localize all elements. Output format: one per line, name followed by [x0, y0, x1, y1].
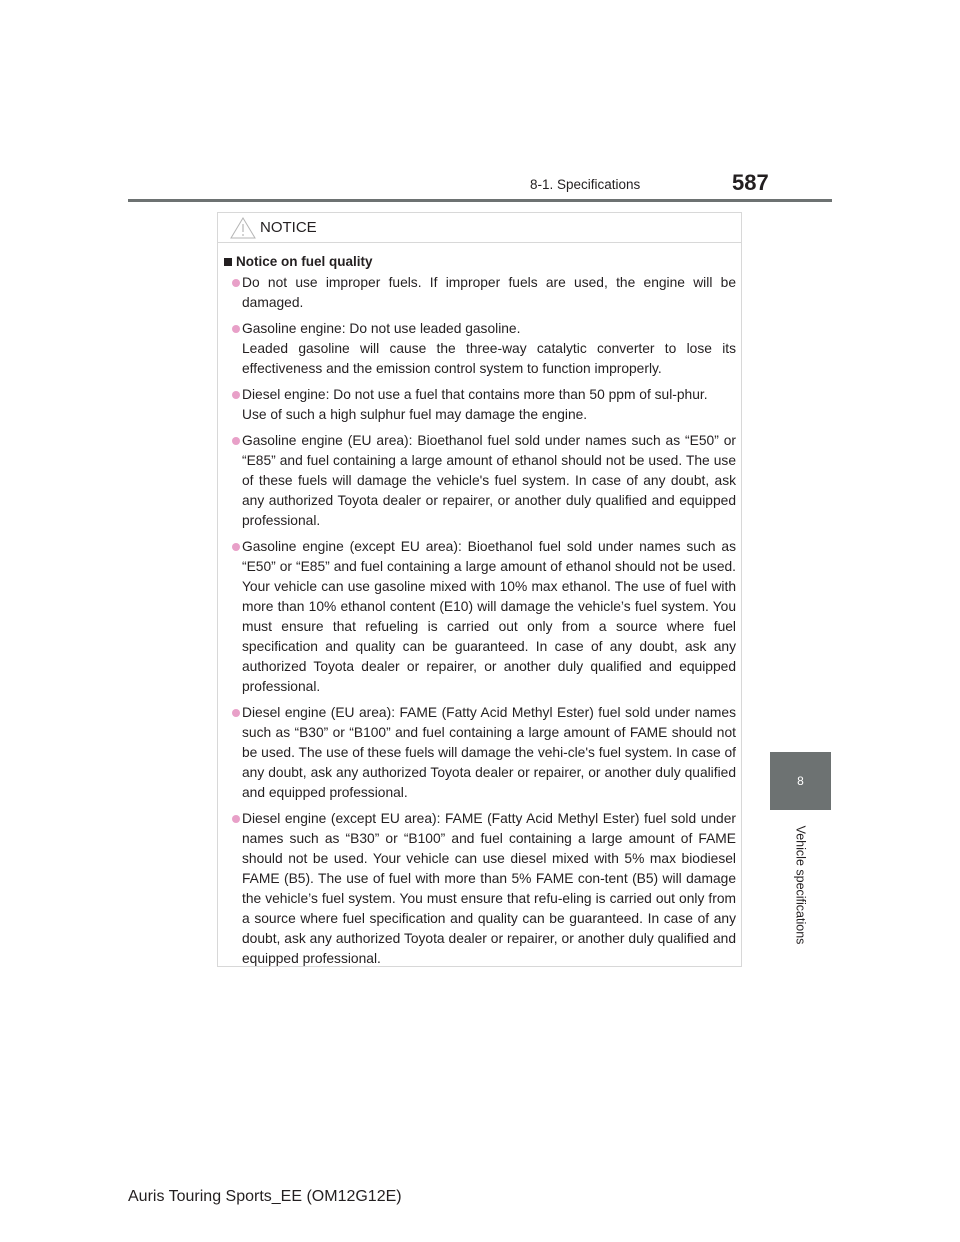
- notice-heading-text: Notice on fuel quality: [236, 254, 373, 269]
- notice-body: [218, 243, 741, 969]
- side-tab-number: 8: [770, 752, 831, 810]
- bullet-text: Leaded gasoline will cause the three-way catalytic converter to lose its effectiveness and the emission control system to function improperly.: [242, 341, 736, 376]
- side-tab-label-text: Vehicle specifications: [793, 825, 808, 944]
- bullet-item: [224, 319, 736, 379]
- bullet-text: Gasoline engine: Do not use leaded gasoline.: [242, 321, 521, 336]
- bullet-dot-icon: [232, 815, 240, 823]
- bullet-item: [224, 537, 736, 697]
- bullet-dot-icon: [232, 543, 240, 551]
- bullet-item: [224, 703, 736, 803]
- bullet-item: [224, 809, 736, 969]
- section-title: 8-1. Specifications: [530, 177, 641, 192]
- bullet-text: Diesel engine (except EU area): FAME (Fatty Acid Methyl Ester) fuel sold under names such as “B30” or “B100” and fuel containing a large amount of FAME should not be used. Your vehicle can use diesel mixed with 5% max biodiesel FAME (B5). The use of fuel with more than 5% FAME con-tent (B5) will damage the vehicle’s fuel system. You must ensure that refu-eling is carried out only from a source where fuel specification and quality can be guaranteed. In case of any doubt, ask any authorized Toyota dealer or repairer, or another duly qualified and equipped professional.: [242, 811, 736, 966]
- bullet-item: [224, 431, 736, 531]
- bullet-text: Do not use improper fuels. If improper fuels are used, the engine will be damaged.: [242, 275, 736, 310]
- bullet-text: Gasoline engine (except EU area): Bioethanol fuel sold under names such as “E50” or “E85” and fuel containing a large amount of ethanol should not be used. Your vehicle can use gasoline mixed with 10% max ethanol. The use of fuel with more than 10% ethanol content (E10) will damage the vehicle’s fuel system. You must ensure that refueling is carried out only from a source where fuel specification and quality can be guaranteed. In case of any doubt, ask any authorized Toyota dealer or repairer, or another duly qualified and equipped professional.: [242, 539, 736, 694]
- bullet-text: Use of such a high sulphur fuel may damage the engine.: [242, 407, 588, 422]
- bullet-dot-icon: [232, 391, 240, 399]
- page-number: 587: [732, 170, 769, 195]
- footer-model: Auris Touring Sports_EE (OM12G12E): [128, 1188, 402, 1205]
- square-bullet-icon: [224, 258, 232, 266]
- bullet-text: Diesel engine: Do not use a fuel that contains more than 50 ppm of sul-phur.: [242, 387, 708, 402]
- bullet-dot-icon: [232, 325, 240, 333]
- bullet-dot-icon: [232, 279, 240, 287]
- side-tab-label: [770, 811, 831, 958]
- header-rule: [128, 199, 832, 202]
- notice-header: [218, 213, 741, 243]
- bullet-dot-icon: [232, 709, 240, 717]
- notice-heading: [224, 254, 736, 269]
- notice-box: [217, 212, 742, 967]
- bullet-dot-icon: [232, 437, 240, 445]
- bullet-item: [224, 385, 736, 425]
- notice-title: NOTICE: [260, 219, 317, 236]
- bullet-text: Diesel engine (EU area): FAME (Fatty Acid Methyl Ester) fuel sold under names such as “B30” or “B100” and fuel containing a large amount of FAME should not be used. The use of these fuels will damage the vehi-cle's fuel system. In case of any doubt, ask any authorized Toyota dealer or repairer, or another duly qualified and equipped professional.: [242, 705, 736, 800]
- warning-icon: [230, 217, 256, 239]
- bullet-text: Gasoline engine (EU area): Bioethanol fuel sold under names such as “E50” or “E85” and fuel containing a large amount of ethanol should not be used. The use of these fuels will damage the vehicle's fuel system. In case of any doubt, ask any authorized Toyota dealer or repairer, or another duly qualified and equipped professional.: [242, 433, 736, 528]
- bullet-item: [224, 273, 736, 313]
